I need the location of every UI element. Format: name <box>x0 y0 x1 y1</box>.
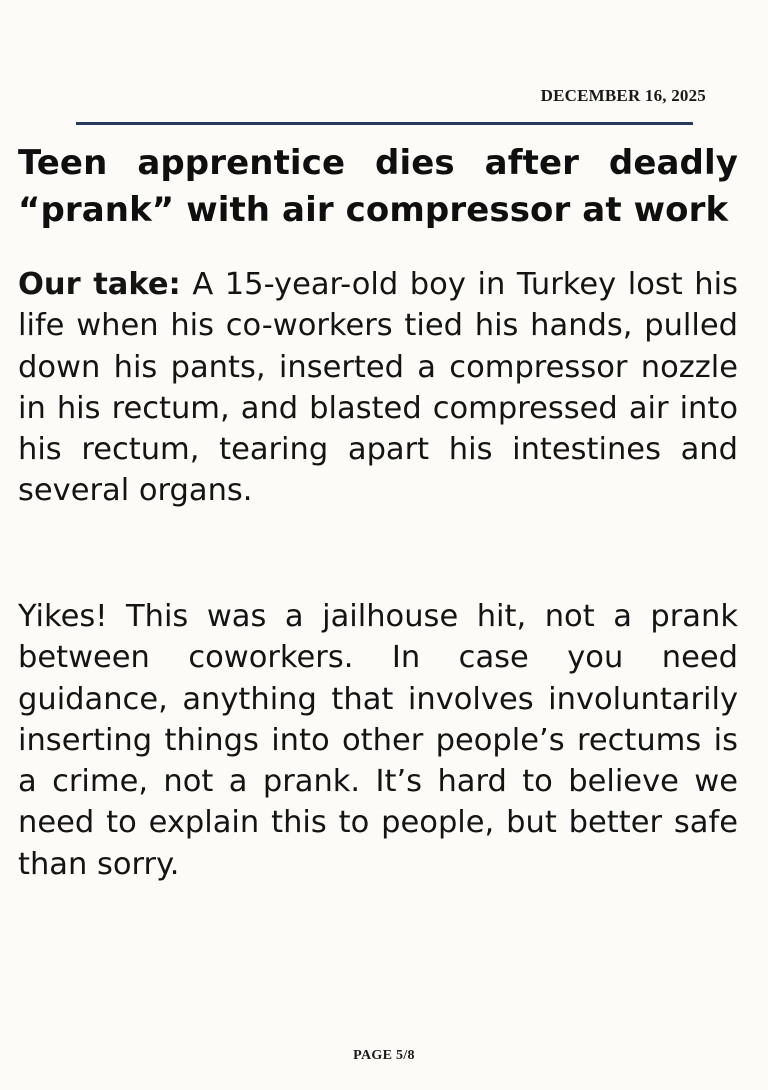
article-headline: Teen apprentice dies after deadly “prank” with air compressor at work <box>18 143 738 230</box>
article-paragraph-1 <box>18 264 738 512</box>
page-number: PAGE 5/8 <box>353 1048 415 1063</box>
paragraph-1-text: A 15-year-old boy in Turkey lost his life when his co-workers tied his hands, pulled down his pants, inserted a compressor nozzle in his rectum, and blasted compressed air into his rectum, tearing apart his intestines and several organs. <box>18 267 739 509</box>
header-divider <box>76 122 693 125</box>
our-take-label: Our take: <box>18 267 181 302</box>
date-label: DECEMBER 16, 2025 <box>540 86 706 105</box>
article-paragraph-2: Yikes! This was a jailhouse hit, not a prank between coworkers. In case you need guidance, anything that involves involuntarily inserting things into other people’s rectums is a crime, not a prank. It’s hard to believe we need to explain this to people, but better safe than sorry. <box>18 599 738 882</box>
